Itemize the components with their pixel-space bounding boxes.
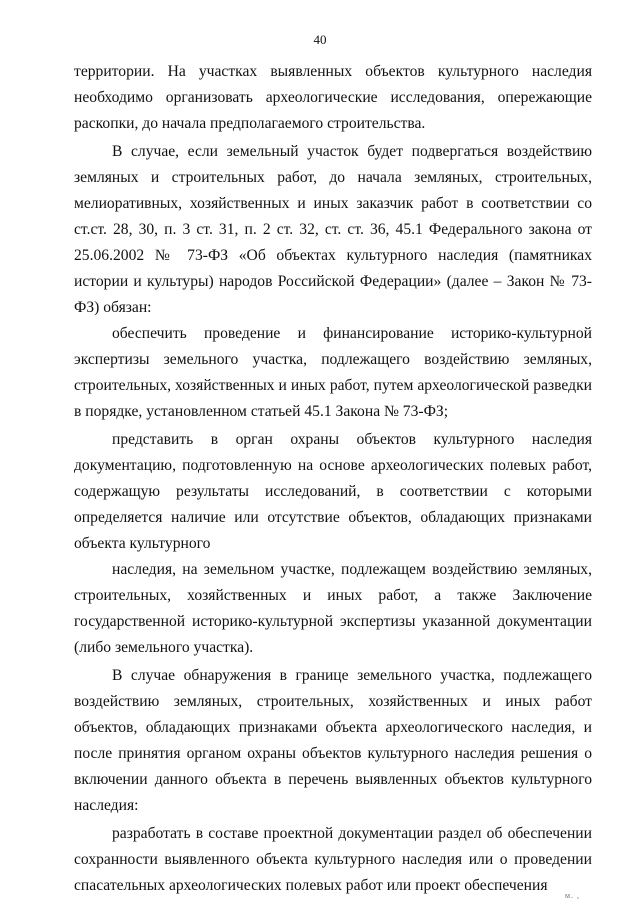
paragraph-5: наследия, на земельном участке, подлежащем воздействию земляных, строительных, хозяйственных и иных работ, а также Заключение государственной историко-культурной экспертизы указанной документации (либо земельного участка). bbox=[74, 561, 592, 656]
paragraph-6: В случае обнаружения в границе земельного участка, подлежащего воздействию земляных, строительных, хозяйственных и иных работ объектов, обладающих признаками объекта археологического наследия, и после принятия органом охраны объектов культурного наследия решения о включении данного объекта в перечень выявленных объектов культурного наследия: bbox=[74, 667, 592, 814]
paragraph-1: территории. На участках выявленных объектов культурного наследия необходимо организовать археологические исследования, опережающие раскопки, до начала предполагаемого строительства. bbox=[74, 63, 592, 132]
paragraph-4: представить в орган охраны объектов культурного наследия документацию, подготовленную на основе археологических полевых работ, содержащую результаты исследований, в соответствии с которыми определяется наличие или отсутствие объектов, обладающих признаками объекта культурного bbox=[74, 431, 592, 552]
page-number: 40 bbox=[313, 32, 327, 47]
paragraph-2: В случае, если земельный участок будет подвергаться воздействию земляных и строительных работ, до начала земляных, строительных, мелиоративных, хозяйственных и иных заказчик работ в соответствии со ст.ст. 28, 30, п. 3 ст. 31, п. 2 ст. 32, ст. ст. 36, 45.1 Федерального закона от 25.06.2002 № 73-ФЗ «Об объектах культурного наследия (памятниках истории и культуры) народов Российской Федерации» (далее – Закон № 73-ФЗ) обязан: bbox=[74, 143, 592, 316]
paragraph-7: разработать в составе проектной документации раздел об обеспечении сохранности выявленного объекта культурного наследия или о проведении спасательных археологических полевых работ или проект обеспечения bbox=[74, 825, 592, 894]
document-body bbox=[74, 59, 592, 899]
paragraph-3: обеспечить проведение и финансирование историко-культурной экспертизы земельного участка, подлежащего воздействию земляных, строительных, хозяйственных и иных работ, путем археологической разведки в порядке, установленном статьей 45.1 Закона № 73-ФЗ; bbox=[74, 325, 592, 420]
corner-mark: м. , bbox=[564, 891, 580, 900]
